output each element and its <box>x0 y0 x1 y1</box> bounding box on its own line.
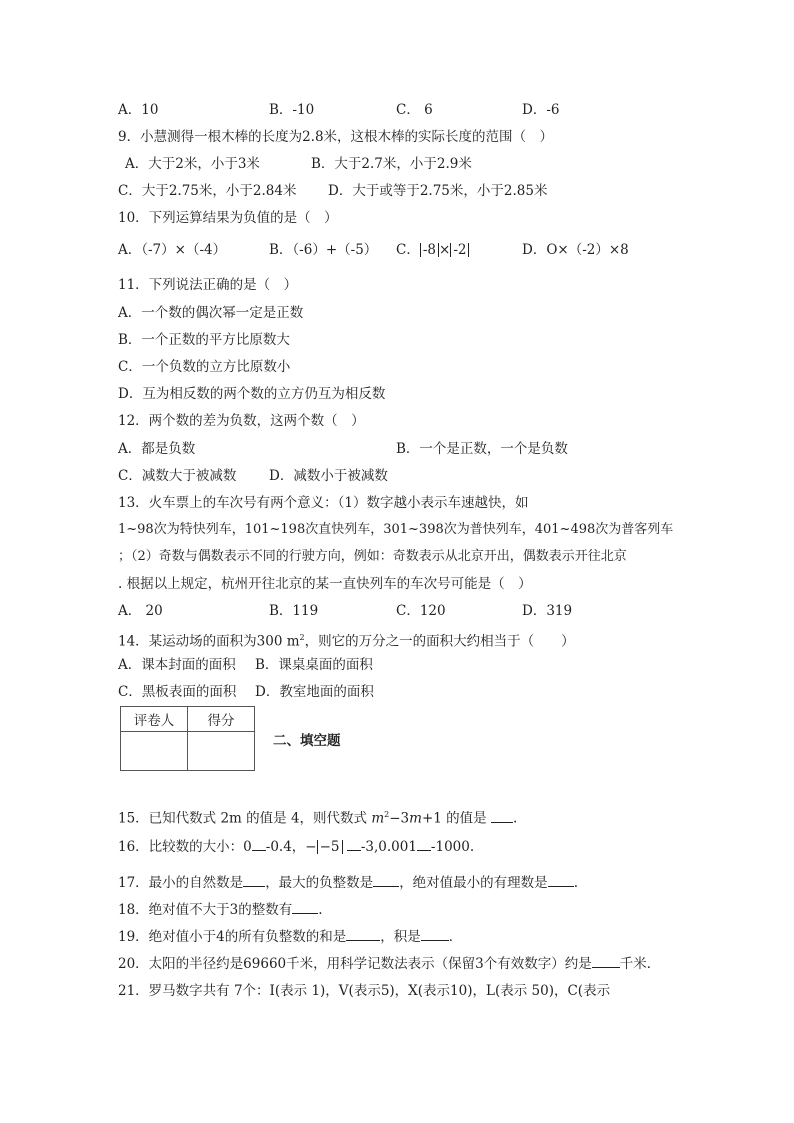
q10-option-a: A．（-7）×（-4） <box>118 242 227 258</box>
q16-text-a: 16．比较数的大小：0 <box>118 839 252 855</box>
q10-option-c-label: C． <box>396 242 420 258</box>
q13-option-b: B．119 <box>269 603 319 619</box>
q13-line-3: ；（2）奇数与偶数表示不同的行驶方向，例如：奇数表示从北京开出，偶数表示开往北京 <box>118 549 627 564</box>
q10-times: × <box>439 242 451 258</box>
q12-option-c: C．减数大于被减数 <box>118 468 237 484</box>
q12-option-d: D．减数小于被减数 <box>269 468 388 484</box>
q16-blank-3[interactable] <box>417 838 431 851</box>
q9-stem: 9．小慧测得一根木棒的长度为2.8米，这根木棒的实际长度的范围（ ） <box>118 129 554 145</box>
score-table-score-header: 得分 <box>188 707 255 732</box>
score-table-reviewer-header: 评卷人 <box>121 707 188 732</box>
q10-option-d: D．O×（-2）×8 <box>522 242 629 258</box>
q8-option-a: A．10 <box>118 102 159 118</box>
q15-text-a: 15．已知代数式 2m 的值是 4，则代数式 <box>118 810 368 827</box>
q12-stem: 12．两个数的差为负数，这两个数（ ） <box>118 413 365 429</box>
score-table <box>120 706 255 771</box>
q19 <box>118 928 462 946</box>
q8-option-c: C． 6 <box>396 102 433 118</box>
q13-option-c: C．120 <box>396 603 446 619</box>
q12-option-b: B．一个是正数，一个是负数 <box>396 441 568 457</box>
q17-text-b: ，最大的负整数是 <box>265 875 374 891</box>
q9-option-a: A．大于2米，小于3米 <box>125 156 260 172</box>
q17 <box>118 874 578 892</box>
q14-stem <box>118 629 575 651</box>
q9-option-c: C．大于2.75米，小于2.84米 <box>118 183 297 199</box>
q18-text-a: 18．绝对值不大于3的整数有 <box>118 902 293 918</box>
q18 <box>118 901 323 919</box>
q15-var-m: m <box>371 810 385 827</box>
q12-option-a: A．都是负数 <box>118 441 196 457</box>
q19-blank-2[interactable] <box>421 928 449 941</box>
q10-option-b: B．（-6）+（-5） <box>269 242 378 258</box>
q14-stem-rest: ，则它的万分之一的面积大约相当于（ ） <box>304 633 575 650</box>
q16-text-d: -1000. <box>430 839 475 855</box>
q10-option-c <box>396 241 469 259</box>
q17-blank-3[interactable] <box>548 874 574 887</box>
q13-line-2: 1~98次为特快列车，101~198次直快列车，301~398次为普快列车，401~498次为普客列车 <box>118 522 674 537</box>
q11-option-d: D．互为相反数的两个数的立方仍互为相反数 <box>118 386 386 402</box>
q19-blank-1[interactable] <box>346 928 380 941</box>
q10-stem: 10．下列运算结果为负值的是（ ） <box>118 210 338 226</box>
q17-blank-2[interactable] <box>373 874 399 887</box>
q14-stem-text: 14．某运动场的面积为300 m <box>118 633 300 650</box>
q13-option-a: A． 20 <box>118 603 163 619</box>
q15-end: . <box>512 810 518 827</box>
q15-blank[interactable] <box>491 810 513 823</box>
q9-option-b: B．大于2.7米，小于2.9米 <box>311 156 472 172</box>
q19-end: ． <box>448 929 463 945</box>
q14-option-a: A．课本封面的面积 <box>118 657 236 673</box>
q14-option-d: D．教室地面的面积 <box>255 684 374 700</box>
q14-option-b: B．课桌桌面的面积 <box>255 657 373 673</box>
q11-stem: 11．下列说法正确的是（ ） <box>118 277 298 293</box>
q19-text-a: 19．绝对值小于4的所有负整数的和是 <box>118 929 347 945</box>
q10-abs-1: -8 <box>420 243 439 257</box>
q13-line-4: . 根据以上规定，杭州开往北京的某一直快列车的车次号可能是（ ） <box>118 576 532 592</box>
q8-option-d: D．-6 <box>522 102 560 118</box>
q9-option-d: D．大于或等于2.75米，小于2.85米 <box>328 183 548 199</box>
q13-option-d: D．319 <box>522 603 573 619</box>
q11-option-b: B．一个正数的平方比原数大 <box>118 332 290 348</box>
q13-line-1: 13．火车票上的车次号有两个意义：（1）数字越小表示车速越快，如 <box>118 495 529 511</box>
q17-blank-1[interactable] <box>243 874 265 887</box>
q8-option-b: B．-10 <box>269 102 315 118</box>
q17-end: . <box>573 875 578 891</box>
section-title: 二、填空题 <box>273 733 341 749</box>
q18-blank[interactable] <box>292 901 318 914</box>
q21-text: 21．罗马数字共有 7个：I(表示 1)，V(表示5)，X(表示10)，L(表示 50)，C(表示 <box>118 983 611 999</box>
q15-minus: −3 <box>389 810 410 827</box>
q16 <box>118 838 474 856</box>
q14-option-c: C．黑板表面的面积 <box>118 684 237 700</box>
q17-text-a: 17．最小的自然数是 <box>118 875 244 891</box>
q16-text-c: -3,0.001 <box>360 839 417 855</box>
q15-var-m-2: m <box>409 810 422 827</box>
q15-text-c: +1 的值是 <box>421 810 487 827</box>
score-table-score-cell[interactable] <box>188 732 255 771</box>
q11-option-a: A．一个数的偶次幂一定是正数 <box>118 305 304 321</box>
q17-text-c: ，绝对值最小的有理数是 <box>399 875 548 891</box>
q20 <box>118 955 660 973</box>
q16-blank-1[interactable] <box>252 838 266 851</box>
q15 <box>118 806 517 828</box>
q20-blank[interactable] <box>592 955 620 968</box>
score-table-reviewer-cell[interactable] <box>121 732 188 771</box>
q15-exp: 2 <box>384 810 390 819</box>
q20-text-a: 20．太阳的半径约是69660千米，用科学记数法表示（保留3个有效数字）约是 <box>118 956 592 972</box>
q11-option-c: C．一个负数的立方比原数小 <box>118 359 291 375</box>
q19-text-b: ，积是 <box>380 929 421 945</box>
q20-text-b: 千米． <box>619 956 661 972</box>
q16-text-b: -0.4，− <box>265 839 317 855</box>
q16-blank-2[interactable] <box>347 838 361 851</box>
q18-end: . <box>318 902 323 918</box>
q14-stem-sup: 2 <box>299 633 305 642</box>
q10-abs-2: -2 <box>450 243 469 257</box>
q16-abs: −5 <box>317 840 343 854</box>
